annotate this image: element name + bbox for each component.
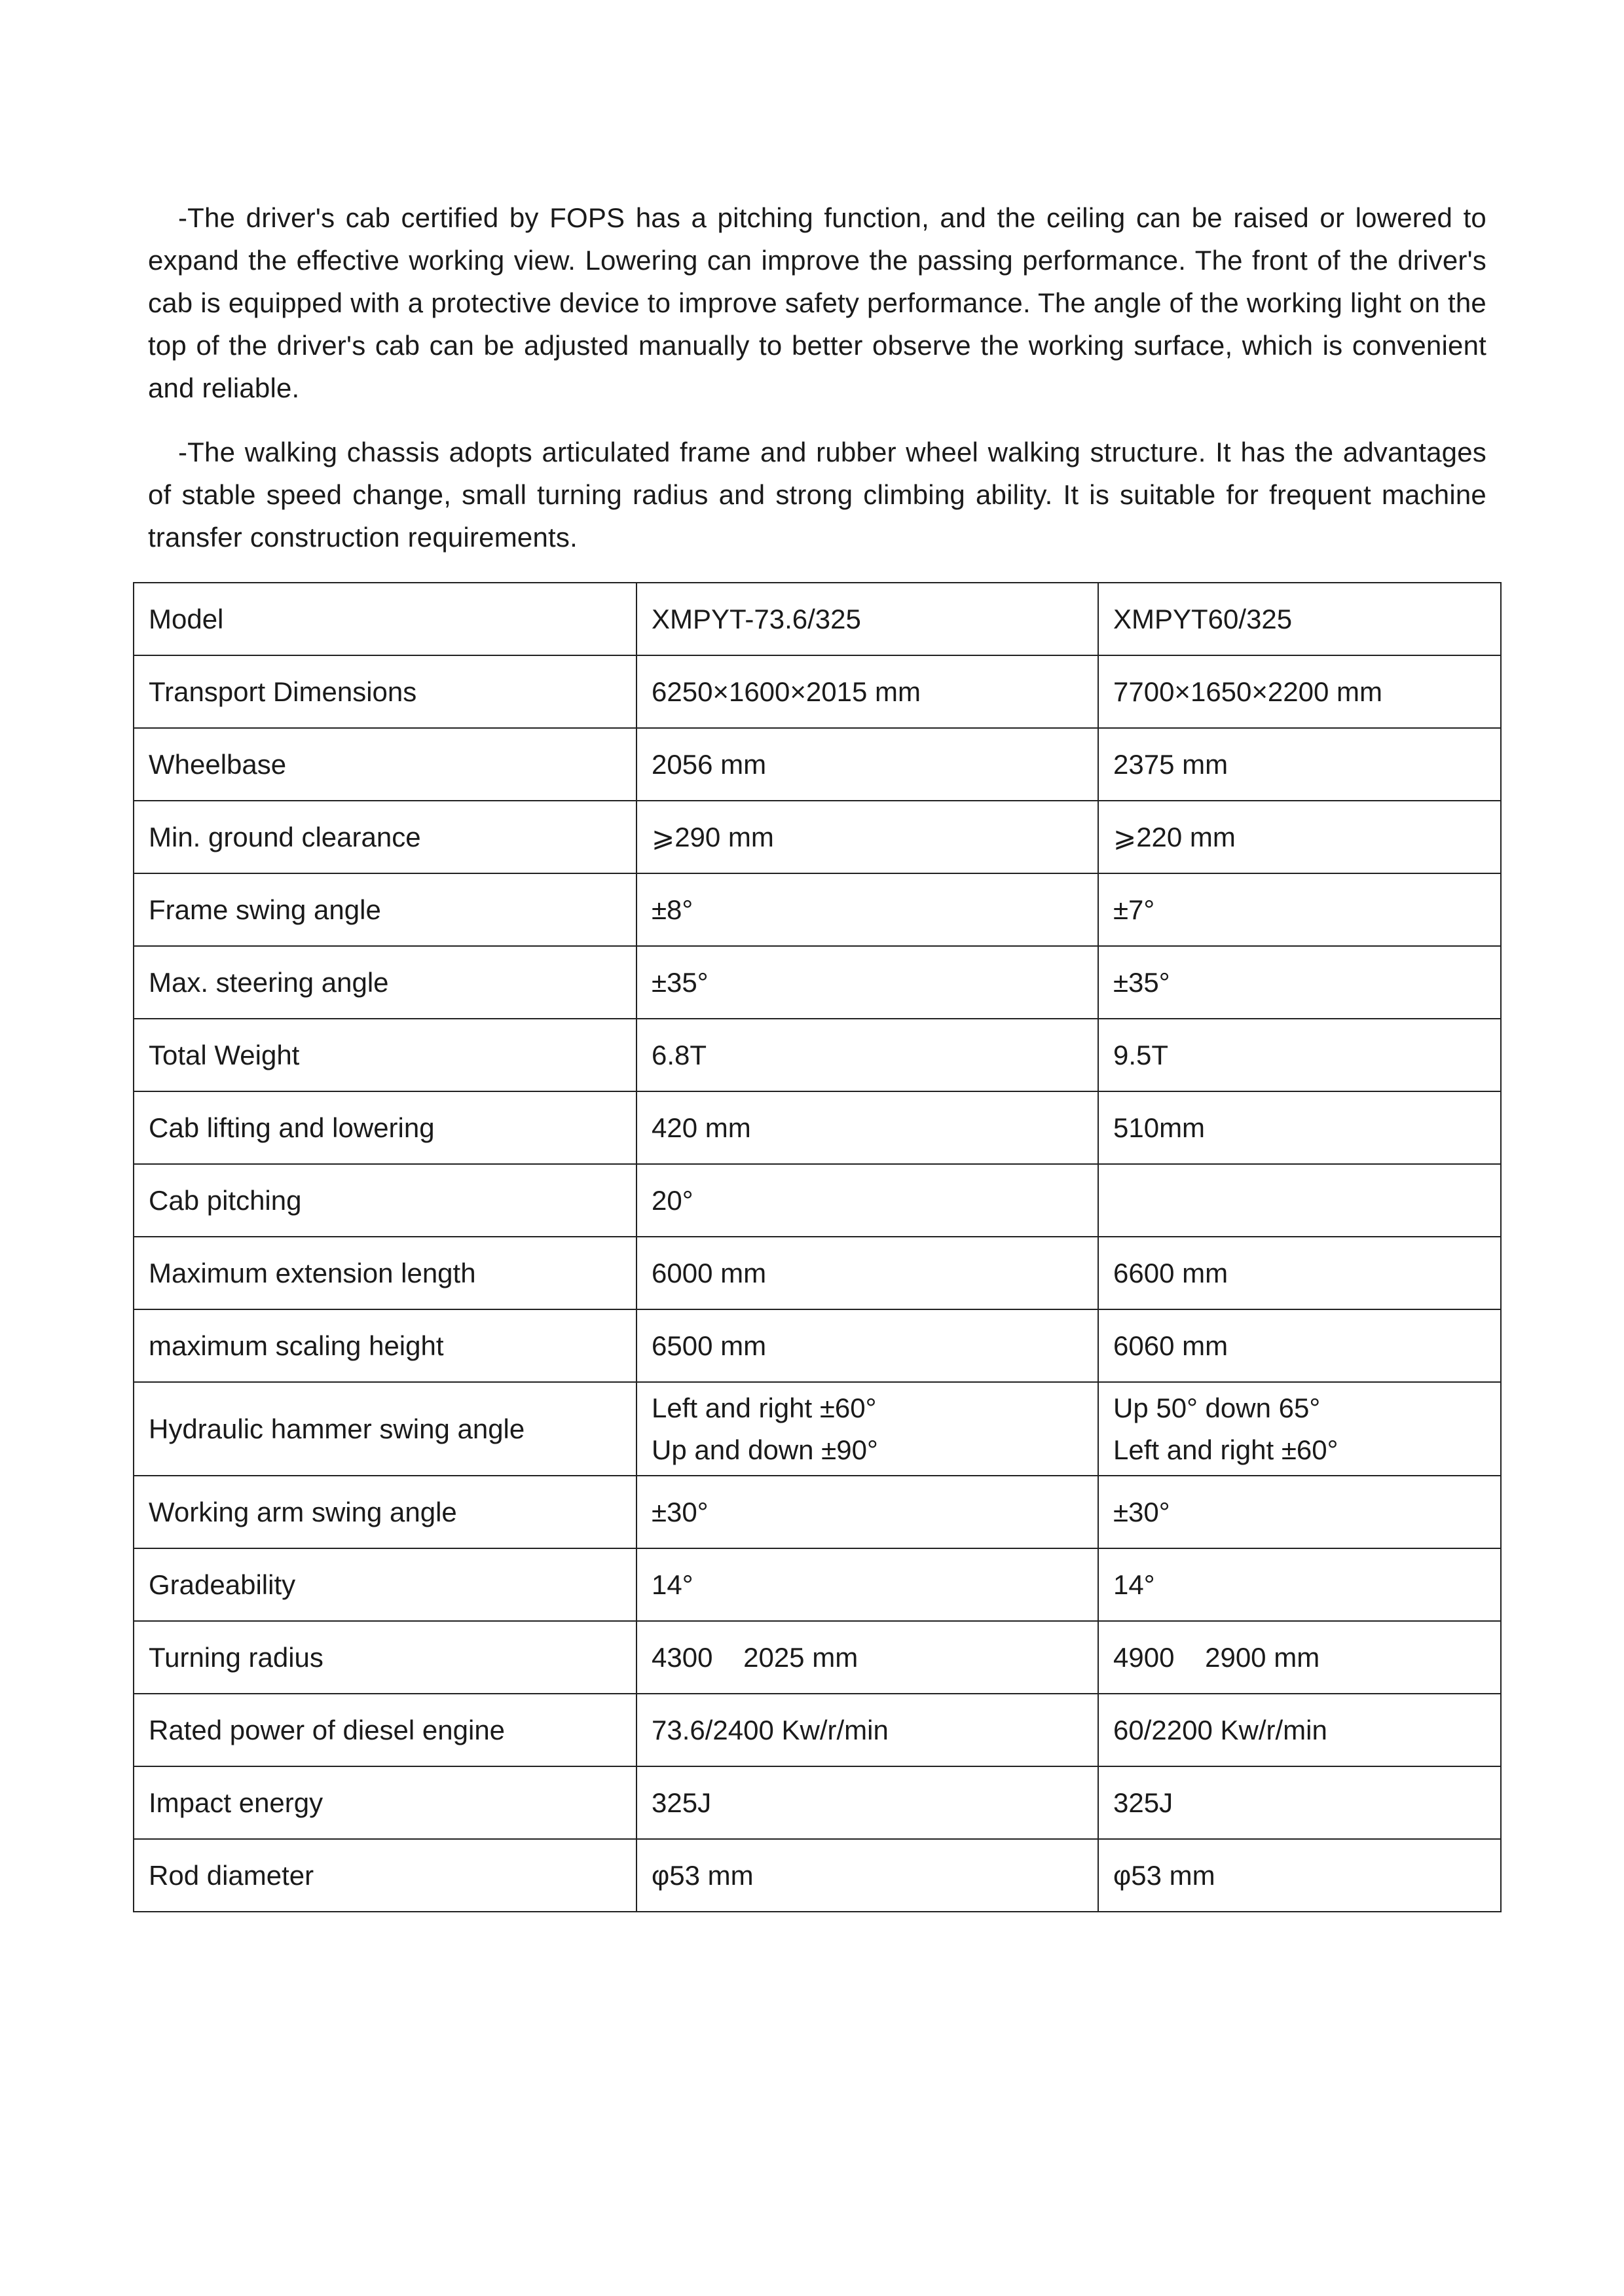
table-row [134,1766,1501,1839]
row-label: Rated power of diesel engine [134,1694,637,1766]
row-label: Transport Dimensions [134,655,637,728]
row-label: Working arm swing angle [134,1476,637,1548]
table-row [134,1382,1501,1476]
row-label: Rod diameter [134,1839,637,1912]
table-row [134,873,1501,946]
model-a-value: 420 mm [637,1091,1098,1164]
model-b-value: 6600 mm [1098,1237,1501,1309]
model-b-value: φ53 mm [1098,1839,1501,1912]
model-a-value: 4300 2025 mm [637,1621,1098,1694]
model-a-value: ±35° [637,946,1098,1019]
model-b-value: 7700×1650×2200 mm [1098,655,1501,728]
paragraph-drivers-cab: -The driver's cab certified by FOPS has a pitching function, and the ceiling can be raised or lowered to expand the effective working view. Lowering can improve the passing performance. The front of the driver's cab is equipped with a protective device to improve safety performance. The angle of the working light on the top of the driver's cab can be adjusted manually to better observe the working surface, which is convenient and reliable. [148,202,1486,403]
model-a-value: 325J [637,1766,1098,1839]
row-label: Model [134,583,637,655]
table-row [134,1694,1501,1766]
table-row [134,801,1501,873]
model-a-value: ⩾290 mm [637,801,1098,873]
model-a-value: XMPYT-73.6/325 [637,583,1098,655]
model-a-value-line-2: Up and down ±90° [652,1434,878,1465]
model-b-value-line-1: Up 50° down 65° [1113,1392,1321,1423]
row-label: Min. ground clearance [134,801,637,873]
model-a-value-line-1: Left and right ±60° [652,1392,877,1423]
model-b-value: ±35° [1098,946,1501,1019]
row-label: Gradeability [134,1548,637,1621]
model-a-value: ±8° [637,873,1098,946]
model-a-value: φ53 mm [637,1839,1098,1912]
row-label: Turning radius [134,1621,637,1694]
model-b-value: XMPYT60/325 [1098,583,1501,655]
table-row [134,728,1501,801]
table-row [134,1091,1501,1164]
model-b-value: 14° [1098,1548,1501,1621]
model-b-value-line-2: Left and right ±60° [1113,1434,1338,1465]
paragraph-walking-chassis: -The walking chassis adopts articulated frame and rubber wheel walking structure. It has the advantages of stable speed change, small turning radius and strong climbing ability. It is suitable for frequent machine transfer construction requirements. [148,437,1486,553]
model-a-value: ±30° [637,1476,1098,1548]
model-a-value: 14° [637,1548,1098,1621]
row-label: Impact energy [134,1766,637,1839]
row-label: Frame swing angle [134,873,637,946]
row-label: Wheelbase [134,728,637,801]
row-label: maximum scaling height [134,1309,637,1382]
model-a-value: 73.6/2400 Kw/r/min [637,1694,1098,1766]
row-label: Total Weight [134,1019,637,1091]
model-b-value: 510mm [1098,1091,1501,1164]
model-b-value: 325J [1098,1766,1501,1839]
table-row [134,583,1501,655]
model-b-value: ±30° [1098,1476,1501,1548]
model-b-value: ±7° [1098,873,1501,946]
table-row [134,946,1501,1019]
table-row [134,1019,1501,1091]
row-label: Hydraulic hammer swing angle [134,1382,637,1476]
table-row [134,1309,1501,1382]
model-a-value: 20° [637,1164,1098,1237]
table-row [134,1839,1501,1912]
specification-table [133,582,1502,1912]
table-row [134,1476,1501,1548]
row-label: Max. steering angle [134,946,637,1019]
table-row [134,655,1501,728]
model-b-value: 6060 mm [1098,1309,1501,1382]
model-a-value: 2056 mm [637,728,1098,801]
model-a-value: 6250×1600×2015 mm [637,655,1098,728]
table-row [134,1164,1501,1237]
model-a-value: 6500 mm [637,1309,1098,1382]
model-b-value: ⩾220 mm [1098,801,1501,873]
row-label: Cab lifting and lowering [134,1091,637,1164]
model-b-value: 4900 2900 mm [1098,1621,1501,1694]
table-row [134,1548,1501,1621]
row-label: Cab pitching [134,1164,637,1237]
table-row [134,1237,1501,1309]
model-b-value: 60/2200 Kw/r/min [1098,1694,1501,1766]
model-b-value [1098,1382,1501,1476]
model-b-value: 9.5T [1098,1019,1501,1091]
model-a-value [637,1382,1098,1476]
model-b-value [1098,1164,1501,1237]
model-a-value: 6000 mm [637,1237,1098,1309]
model-a-value: 6.8T [637,1019,1098,1091]
model-b-value: 2375 mm [1098,728,1501,801]
row-label: Maximum extension length [134,1237,637,1309]
table-row [134,1621,1501,1694]
